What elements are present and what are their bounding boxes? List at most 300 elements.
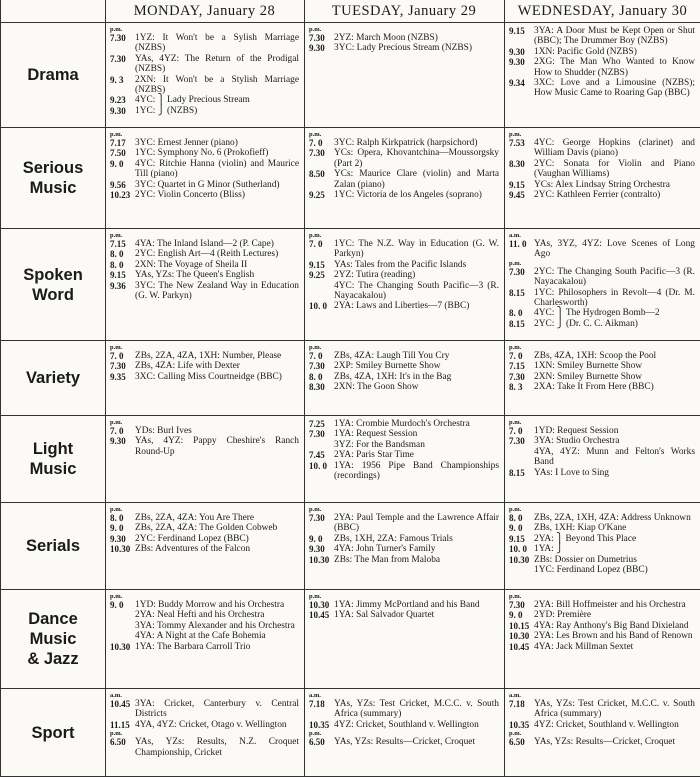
program-time: 10. 0 (509, 544, 527, 555)
program-entry (309, 301, 499, 311)
program-text: 2XG: The Man Who Wanted to Know How to Shudder (NZBS) (534, 57, 695, 78)
program-entry (509, 555, 695, 565)
program-entry (110, 436, 299, 457)
program-text: 2YD: Première (534, 610, 592, 621)
program-entry (509, 319, 695, 329)
program-text: ZBs, 2ZA, 4ZA, 1XH: Number, Please (135, 351, 282, 361)
program-time: 10.30 (509, 631, 530, 642)
time-period-label: p.m. (110, 26, 123, 33)
program-time: 7.30 (110, 361, 126, 372)
program-cell (505, 689, 700, 776)
program-entry (110, 159, 299, 180)
program-time: 9.25 (309, 270, 325, 281)
program-text: 4YA: Ray Anthony's Big Band Dixieland (534, 620, 689, 631)
program-text: 3XC: Calling Miss Courtneidge (BBC) (135, 371, 282, 382)
time-period-label: p.m. (309, 730, 322, 738)
program-time: 7. 0 (309, 239, 323, 249)
program-text: 2XN: The Voyage of Sheila II (135, 259, 248, 270)
program-cell (305, 689, 504, 776)
program-time: 9.30 (309, 544, 325, 555)
program-text: 3YC: Ernest Jenner (piano) (135, 138, 238, 148)
program-entry (509, 308, 695, 318)
program-time: 10.15 (509, 620, 530, 631)
program-text: 3YZ: For the Bandsman (334, 439, 425, 450)
program-entry (509, 361, 695, 371)
program-entry (110, 106, 299, 116)
program-time (509, 565, 534, 575)
program-cell (505, 23, 700, 127)
program-text: YCs: Maurice Clare (violin) and Marta Zalan (piano) (334, 169, 499, 190)
program-text: 2YA: Paul Temple and the Lawrence Affair (BBC) (334, 513, 499, 534)
program-text: YAs, 4YZ: The Return of the Prodigal (NZBS) (135, 53, 299, 75)
program-text: 4YZ: Cricket, Southland v. Wellington (334, 719, 479, 730)
program-time: 7.15 (509, 361, 525, 372)
program-text: 1XN: Pacific Gold (NZBS) (534, 46, 637, 57)
program-time: 8.30 (309, 382, 325, 393)
program-entry (110, 270, 299, 280)
program-time: 9.25 (309, 190, 325, 201)
program-entry (110, 361, 299, 371)
program-time: 6.50 (110, 737, 126, 748)
program-text: 4YC: ⎫ The Hydrogen Bomb—2 (534, 308, 660, 319)
time-period-label: p.m. (110, 419, 123, 426)
program-time (110, 610, 135, 620)
program-text: 2XN: Smiley Burnette Show (534, 371, 643, 382)
program-text: ZBs, 4ZA, 1XH: Scoop the Pool (534, 351, 657, 361)
program-text: 3YA: Cricket, Canterbury v. Central Districts (135, 699, 299, 720)
program-text: 3YC: The New Zealand Way in Education (G. W. Parkyn) (135, 280, 299, 302)
program-time: 9. 0 (110, 600, 124, 610)
program-cell (106, 128, 304, 228)
program-entry (509, 642, 695, 652)
program-entry (509, 436, 695, 446)
program-entry (110, 95, 299, 105)
time-period-label: p.m. (110, 506, 123, 513)
program-time: 7.30 (309, 148, 325, 159)
category-word: Serious (22, 159, 84, 177)
category-label (1, 590, 105, 688)
program-entry (309, 138, 499, 148)
program-time: 10.23 (110, 190, 131, 201)
program-text: 2YZ: March Moon (NZBS) (334, 33, 438, 43)
program-text: 1YA: Request Session (334, 429, 418, 440)
program-time: 7.53 (509, 138, 525, 148)
program-entry (509, 57, 695, 78)
program-cell (106, 23, 304, 127)
program-text: 4YA, 4YZ: Munn and Felton's Works Band (534, 446, 695, 468)
time-period-label: p.m. (509, 730, 522, 738)
program-entry (509, 600, 695, 610)
program-text: 4YA: The Inland Island—2 (P. Cape) (135, 239, 274, 249)
program-entry (509, 447, 695, 468)
time-period-label: p.m. (509, 506, 522, 513)
day-header-tuesday: TUESDAY, January 29 (331, 3, 477, 19)
program-text: 2YC: Kathleen Ferrier (contralto) (534, 190, 661, 201)
program-text: 1YC: Philosophers in Revolt—4 (Dr. M. Charlesworth) (534, 287, 695, 309)
program-text: 4YC: George Hopkins (clarinet) and William Davis (piano) (534, 138, 695, 159)
category-label (1, 503, 105, 589)
program-time: 9. 0 (110, 158, 124, 169)
program-text: YDs: Burl Ives (135, 426, 192, 436)
program-entry (509, 351, 695, 361)
program-time: 6.50 (309, 737, 325, 748)
category-label (1, 689, 105, 776)
program-entry (509, 426, 695, 436)
time-period-label: p.m. (509, 131, 522, 138)
program-cell (505, 128, 700, 228)
program-entry (309, 270, 499, 280)
program-cell (305, 229, 504, 340)
program-entry (110, 148, 299, 158)
time-period-label: p.m. (110, 730, 123, 738)
program-time: 7.30 (309, 513, 325, 523)
program-time: 10. 0 (309, 460, 327, 471)
program-text: ZBs: Dossier on Dumetrius (534, 554, 637, 565)
program-entry (110, 610, 299, 620)
program-time: 7.30 (509, 266, 525, 277)
program-entry (110, 190, 299, 200)
program-text: 4YC: ⎫ Lady Precious Stream (135, 95, 250, 106)
program-time: 8. 0 (509, 308, 523, 319)
program-entry (110, 534, 299, 544)
program-entry (309, 440, 499, 450)
time-period-label: p.m. (509, 419, 522, 426)
program-text: ZBs, 2ZA, 1XH, 4ZA: Address Unknown (534, 513, 691, 523)
program-text: 1YC: Symphony No. 6 (Prokofieff) (135, 148, 269, 159)
program-text: 3YC: Ralph Kirkpatrick (harpsichord) (334, 138, 478, 148)
category-label (1, 23, 105, 127)
program-text: 2XN: It Won't be a Stylish Marriage (NZBS) (135, 74, 299, 96)
program-time: 9.23 (110, 95, 126, 106)
program-time: 9. 0 (309, 533, 323, 544)
program-text: ZBs, 2ZA, 4ZA: The Golden Cobweb (135, 523, 278, 534)
program-text: 2YA: Laws and Liberties—7 (BBC) (334, 301, 470, 312)
program-entry (309, 33, 499, 43)
program-text: YAs, YZs: Results, N.Z. Croquet Championship, Cricket (135, 737, 299, 758)
program-text: 1YA: ⎭ (534, 544, 564, 555)
time-period-label: p.m. (309, 131, 322, 138)
program-cell (106, 341, 304, 415)
program-time: 8.15 (509, 467, 525, 478)
time-period-label: p.m. (509, 593, 522, 600)
program-time: 7.45 (309, 450, 325, 461)
program-entry (309, 419, 499, 429)
program-entry (509, 513, 695, 523)
program-time: 9.30 (509, 57, 525, 68)
program-text: 3YA: Tommy Alexander and his Orchestra (135, 620, 295, 631)
category-word: Serials (25, 537, 81, 555)
category-word: Dance (28, 610, 78, 628)
program-time: 8. 0 (509, 513, 523, 523)
program-text: YAs, 4YZ: Pappy Cheshire's Ranch Round-Up (135, 436, 299, 457)
program-text: 2YZ: Tutira (reading) (334, 270, 416, 281)
program-entry (110, 281, 299, 302)
program-entry (110, 372, 299, 382)
program-text: 2YC: Violin Concerto (Bliss) (135, 190, 245, 201)
program-entry (110, 523, 299, 533)
program-entry (309, 169, 499, 190)
program-cell (106, 689, 304, 776)
program-text: 2YC: English Art—4 (Reith Lectures) (135, 249, 279, 260)
program-entry (309, 720, 499, 730)
program-time: 8. 0 (309, 371, 323, 382)
program-time: 9.15 (509, 26, 525, 36)
program-text: 2YC: Ferdinand Lopez (BBC) (135, 533, 249, 544)
program-time: 9.15 (509, 179, 525, 190)
program-time (110, 631, 135, 641)
program-entry (110, 33, 299, 54)
program-time: 7. 0 (309, 138, 323, 148)
program-entry (309, 239, 499, 260)
program-entry (509, 534, 695, 544)
program-entry (509, 610, 695, 620)
program-entry (309, 534, 499, 544)
program-time: 7.30 (509, 436, 525, 447)
program-entry (509, 180, 695, 190)
program-time: 7.30 (309, 33, 325, 43)
program-entry (309, 450, 499, 460)
program-text: YAs, YZs: Test Cricket, M.C.C. v. South Africa (summary) (334, 699, 499, 720)
program-time: 10.30 (509, 554, 530, 565)
program-time: 9.56 (110, 179, 126, 190)
program-time: 10.45 (309, 610, 330, 621)
program-time: 7.30 (509, 600, 525, 610)
program-cell (305, 341, 504, 415)
program-text: ZBs, 4ZA: Life with Dexter (135, 361, 240, 372)
program-text: 1YC: Ferdinand Lopez (BBC) (534, 565, 648, 576)
program-entry (309, 600, 499, 610)
program-text: 1YA: Sal Salvador Quartet (334, 610, 435, 621)
program-entry (509, 631, 695, 641)
time-period-label: p.m. (110, 232, 123, 239)
program-cell (106, 590, 304, 688)
program-time: 8. 0 (110, 513, 124, 523)
time-period-label: a.m. (309, 692, 321, 699)
program-text: 2YC: ⎭ (Dr. C. C. Aikman) (534, 318, 638, 329)
time-period-label: p.m. (110, 344, 123, 351)
program-cell (505, 416, 700, 502)
program-text: YAs, YZs: Test Cricket, M.C.C. v. South Africa (summary) (534, 699, 695, 720)
program-cell (305, 416, 504, 502)
program-entry (309, 737, 499, 747)
program-entry (110, 426, 299, 436)
program-entry (309, 260, 499, 270)
program-cell (106, 416, 304, 502)
program-entry (110, 699, 299, 720)
program-time: 9.15 (509, 533, 525, 544)
program-text: 2YA: Bill Hoffmeister and his Orchestra (534, 600, 686, 610)
program-entry (509, 699, 695, 720)
program-text: 2YC: Sonata for Violin and Piano (Vaughan Williams) (534, 158, 695, 180)
program-time: 9. 3 (110, 74, 124, 85)
day-header-wednesday: WEDNESDAY, January 30 (517, 3, 688, 19)
program-time: 8.15 (509, 287, 525, 298)
program-time: 10.30 (110, 544, 131, 555)
program-time: 9. 0 (110, 523, 124, 534)
program-time: 9.35 (110, 371, 126, 382)
program-time: 10.45 (509, 641, 530, 652)
time-period-label: a.m. (509, 692, 521, 699)
program-time: 9.30 (509, 46, 525, 57)
program-text: 4YZ: Cricket, Southland v. Wellington (534, 719, 679, 730)
program-time: 7. 0 (110, 426, 124, 436)
category-label (1, 229, 105, 340)
program-entry (309, 544, 499, 554)
program-time: 8.30 (509, 158, 525, 169)
program-cell (505, 229, 700, 340)
program-time: 10.30 (309, 554, 330, 565)
program-text: ZBs, 4ZA, 1XH: It's in the Bag (334, 371, 452, 382)
program-time: 8.15 (509, 318, 525, 329)
program-time: 9.15 (110, 270, 126, 281)
program-entry (110, 513, 299, 523)
program-time (309, 281, 334, 302)
time-period-label: p.m. (110, 131, 123, 138)
program-entry (509, 621, 695, 631)
program-entry (309, 361, 499, 371)
time-period-label: p.m. (309, 26, 322, 33)
program-text: 1YA: Crombie Murdoch's Orchestra (334, 419, 470, 429)
program-text: ZBs, 1XH, 2ZA: Famous Trials (334, 533, 453, 544)
program-time: 7. 0 (110, 351, 124, 361)
program-cell (106, 503, 304, 589)
program-text: 2XA: Take It From Here (BBC) (534, 382, 654, 393)
program-entry (110, 642, 299, 652)
program-time: 10.35 (509, 719, 530, 730)
program-entry (509, 239, 695, 260)
program-text: ZBs, 4ZA: Laugh Till You Cry (334, 351, 450, 361)
program-entry (509, 47, 695, 57)
program-entry (309, 351, 499, 361)
program-entry (110, 351, 299, 361)
program-cell (505, 341, 700, 415)
program-time: 7.30 (110, 53, 126, 64)
program-time: 9.30 (309, 43, 325, 54)
program-entry (509, 190, 695, 200)
time-period-label: p.m. (309, 506, 322, 513)
program-entry (110, 600, 299, 610)
program-text: 1YZ: It Won't be a Sylish Marriage (NZBS) (135, 33, 299, 54)
category-word: Music (29, 630, 77, 648)
program-text: ZBs, 2ZA, 4ZA: You Are There (135, 513, 255, 523)
program-text: YAs, 3YZ, 4YZ: Love Scenes of Long Ago (534, 239, 695, 260)
program-cell (305, 128, 504, 228)
category-word: Drama (27, 66, 79, 84)
program-text: 4YC: Ritchie Hanna (violin) and Maurice Till (piano) (135, 158, 299, 180)
time-period-label: a.m. (509, 232, 521, 239)
program-entry (309, 148, 499, 169)
program-time: 7.25 (309, 419, 325, 429)
program-time: 8. 0 (110, 259, 124, 270)
program-entry (110, 544, 299, 554)
program-entry (509, 26, 695, 47)
program-time: 7.15 (110, 239, 126, 249)
program-time: 9.45 (509, 190, 525, 201)
program-text: 1YA: Jimmy McPortland and his Band (334, 600, 480, 610)
program-entry (309, 699, 499, 720)
program-time (309, 440, 334, 450)
category-word: & Jazz (27, 650, 79, 668)
program-cell (106, 229, 304, 340)
program-text: 2XP: Smiley Burnette Show (334, 361, 441, 372)
program-entry (110, 737, 299, 758)
category-word: Word (32, 285, 74, 304)
program-time: 9. 0 (509, 610, 523, 621)
program-time: 7.30 (309, 361, 325, 372)
program-entry (309, 610, 499, 620)
program-text: 1YC: Victoria de los Angeles (soprano) (334, 190, 482, 201)
program-time: 8. 3 (509, 382, 523, 393)
program-entry (509, 138, 695, 159)
category-word: Sport (31, 723, 75, 742)
program-text: YAs, YZs: The Queen's English (135, 270, 255, 281)
category-label (1, 341, 105, 415)
program-text: ZBs: Adventures of the Falcon (135, 544, 251, 555)
program-text: YAs, YZs: Results—Cricket, Croquet (534, 737, 676, 748)
program-text: 2XN: The Goon Show (334, 382, 419, 393)
category-word: Music (29, 460, 77, 478)
program-entry (110, 631, 299, 641)
program-text: 1YC: ⎭ (NZBS) (135, 105, 198, 116)
program-entry (309, 429, 499, 439)
program-entry (110, 239, 299, 249)
program-text: 1YC: The N.Z. Way in Education (G. W. Parkyn) (334, 239, 499, 260)
program-entry (110, 180, 299, 190)
program-text: 2YC: The Changing South Pacific—3 (R. Nayacakalou) (534, 266, 695, 288)
program-entry (509, 468, 695, 478)
category-word: Spoken (23, 265, 83, 284)
program-text: YAs: Tales from the Pacific Islands (334, 259, 467, 270)
program-time: 7. 0 (309, 351, 323, 361)
program-text: ZBs, 1XH: Kiap O'Kane (534, 523, 627, 534)
category-word: Variety (25, 369, 81, 387)
time-period-label: p.m. (509, 344, 522, 351)
time-period-label: p.m. (309, 344, 322, 351)
program-text: 3YC: Quartet in G Minor (Sutherland) (135, 179, 280, 190)
program-text: 3YC: Lady Precious Stream (NZBS) (334, 43, 473, 54)
program-cell (305, 23, 504, 127)
program-time: 7. 0 (509, 351, 523, 361)
program-entry (110, 621, 299, 631)
program-text: 4YA: A Night at the Cafe Bohemia (135, 631, 266, 642)
program-text: 2YA: Paris Star Time (334, 450, 414, 461)
program-time: 10.35 (309, 719, 330, 730)
program-entry (509, 288, 695, 309)
program-time: 7.30 (110, 33, 126, 43)
program-time: 9.30 (110, 533, 126, 544)
program-time: 10.45 (110, 699, 131, 709)
program-text: 1XN: Smiley Burnette Show (534, 361, 643, 372)
program-text: 4YA: John Turner's Family (334, 544, 436, 555)
program-text: 2YA: ⎫ Beyond This Place (534, 533, 637, 544)
program-text: 1YA: 1956 Pipe Band Championships (recordings) (334, 460, 499, 482)
program-entry (309, 43, 499, 53)
program-entry (309, 372, 499, 382)
time-period-label: p.m. (309, 232, 322, 239)
program-time (110, 621, 135, 631)
time-period-label: p.m. (309, 593, 322, 600)
program-entry (509, 737, 695, 747)
program-time: 9.15 (309, 259, 325, 270)
program-time: 7.50 (110, 148, 126, 159)
program-time: 9.36 (110, 280, 126, 291)
program-cell (505, 503, 700, 589)
program-time: 7.30 (509, 371, 525, 382)
program-time (509, 447, 534, 468)
program-entry (509, 523, 695, 533)
program-entry (110, 138, 299, 148)
program-entry (509, 78, 695, 99)
